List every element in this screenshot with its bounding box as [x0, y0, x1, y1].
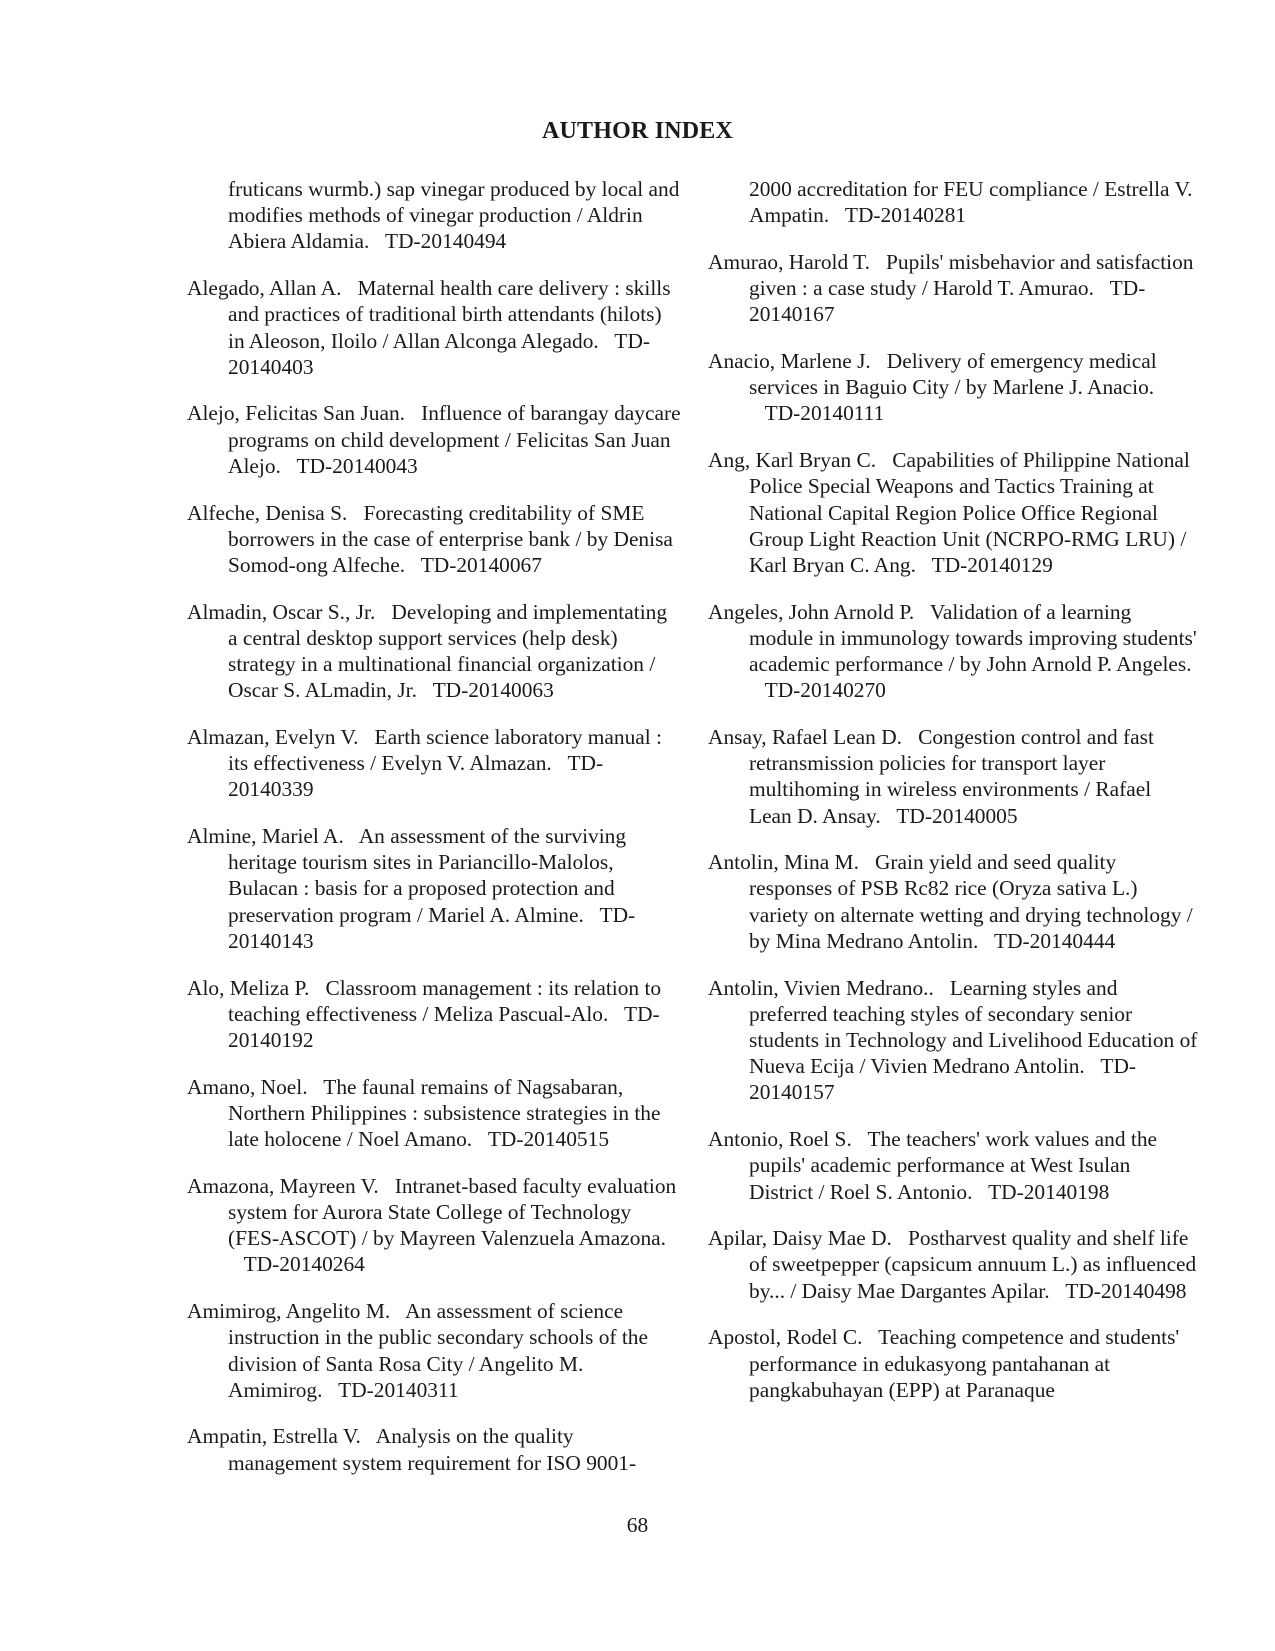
index-entry	[187, 599, 681, 704]
entry-title: Intranet-based faculty evaluation system for Aurora State College of Technology (FES-ASCOT) / by Mayreen Valenzuela Amazona.	[228, 1173, 677, 1251]
index-entry	[187, 1423, 681, 1475]
entry-author: Amurao, Harold T.	[708, 249, 870, 274]
entry-title: An assessment of the surviving heritage tourism sites in Pariancillo-Malolos, Bulacan : basis for a proposed protection and preservation program / Mariel A. Almine.	[228, 824, 627, 927]
entry-author: Amimirog, Angelito M.	[187, 1299, 391, 1324]
entry-author: Amazona, Mayreen V.	[187, 1173, 379, 1198]
entry-author: Anacio, Marlene J.	[708, 349, 871, 374]
entry-title: Earth science laboratory manual : its effectiveness / Evelyn V. Almazan.	[228, 724, 663, 776]
index-entry	[708, 849, 1198, 954]
index-entry	[708, 447, 1198, 578]
entry-call-number: TD-20140063	[432, 678, 554, 703]
entry-author: Amano, Noel.	[187, 1074, 308, 1099]
entry-author: Apilar, Daisy Mae D.	[708, 1226, 892, 1251]
entry-call-number: TD-20140111	[764, 401, 885, 426]
index-entry	[708, 1126, 1198, 1205]
entry-author: Almine, Mariel A.	[187, 824, 344, 849]
entry-title: Learning styles and preferred teaching styles of secondary senior students in Technology and Livelihood Education of Nueva Ecija / Vivien Medrano Antolin.	[749, 975, 1198, 1079]
index-entry	[187, 1074, 681, 1153]
entry-title: An assessment of science instruction in the public secondary schools of the division of Santa Rosa City / Angelito M. Amimirog.	[228, 1299, 649, 1402]
entry-call-number: TD-20140192	[228, 1001, 660, 1052]
index-entry	[708, 249, 1198, 328]
entry-call-number: TD-20140005	[896, 803, 1018, 828]
index-entry	[187, 275, 681, 380]
index-column-right	[708, 176, 1198, 1403]
index-column-left	[187, 176, 681, 1476]
page-title: AUTHOR INDEX	[541, 118, 734, 144]
entry-author: Almazan, Evelyn V.	[187, 724, 359, 749]
index-entry	[708, 1225, 1198, 1304]
entry-call-number: TD-20140067	[420, 552, 542, 577]
entry-author: Antolin, Mina M.	[708, 850, 859, 875]
entry-title: Maternal health care delivery : skills and practices of traditional birth attendants (hilots) in Aleoson, Iloilo / Allan Alconga Alegado.	[228, 276, 671, 353]
entry-call-number: TD-20140043	[296, 453, 418, 478]
entry-title: fruticans wurmb.) sap vinegar produced by local and modifies methods of vinegar production / Aldrin Abiera Aldamia.	[228, 177, 680, 254]
entry-author: Alejo, Felicitas San Juan.	[187, 401, 406, 426]
index-entry	[187, 176, 681, 255]
entry-author: Alfeche, Denisa S.	[187, 500, 348, 525]
entry-call-number: TD-20140281	[844, 203, 967, 228]
entry-author: Almadin, Oscar S., Jr.	[187, 599, 376, 624]
index-entry	[708, 599, 1198, 704]
entry-title: Pupils' misbehavior and satisfaction given : a case study / Harold T. Amurao.	[749, 249, 1194, 301]
entry-title: Forecasting creditability of SME borrowers in the case of enterprise bank / by Denisa Somod-ong Alfeche.	[228, 500, 673, 577]
entry-title: Postharvest quality and shelf life of sweetpepper (capsicum annuum L.) as influenced by... / Daisy Mae Dargantes Apilar.	[749, 1226, 1197, 1303]
entry-author: Angeles, John Arnold P.	[708, 599, 915, 624]
entry-title: Influence of barangay daycare programs on child development / Felicitas San Juan Alejo.	[228, 401, 681, 478]
entry-title: Analysis on the quality management system requirement for ISO 9001-	[228, 1424, 637, 1475]
entry-call-number: TD-20140339	[228, 751, 604, 802]
index-entry	[187, 823, 681, 954]
entry-title: Developing and implementating a central desktop support services (help desk) strategy in a multinational financial organization / Oscar S. ALmadin, Jr.	[228, 599, 668, 703]
entry-title: Validation of a learning module in immunology towards improving students' academic performance / by John Arnold P. Angeles.	[749, 599, 1197, 677]
entry-call-number: TD-20140157	[749, 1054, 1137, 1105]
entry-call-number: TD-20140198	[988, 1179, 1110, 1204]
entry-author: Ansay, Rafael Lean D.	[708, 724, 903, 749]
entry-call-number: TD-20140444	[994, 928, 1116, 953]
entry-author: Ampatin, Estrella V.	[187, 1424, 361, 1449]
entry-call-number: TD-20140498	[1065, 1278, 1187, 1303]
entry-title: The faunal remains of Nagsabaran, Northern Philippines : subsistence strategies in the late holocene / Noel Amano.	[228, 1074, 661, 1152]
entry-author: Alo, Meliza P.	[187, 975, 310, 1000]
index-entry	[708, 348, 1198, 427]
index-entry	[187, 500, 681, 579]
entry-call-number: TD-20140129	[931, 552, 1053, 577]
entry-title: Congestion control and fast retransmission policies for transport layer multihoming in wireless environments / Rafael Lean D. Ansay.	[749, 724, 1154, 828]
entry-author: Antolin, Vivien Medrano..	[708, 975, 934, 1000]
entry-author: Ang, Karl Bryan C.	[708, 448, 877, 473]
entry-author: Apostol, Rodel C.	[708, 1325, 863, 1350]
entry-call-number: TD-20140264	[243, 1252, 365, 1277]
entry-call-number: TD-20140494	[385, 229, 507, 254]
entry-author: Alegado, Allan A.	[187, 276, 342, 301]
entry-call-number: TD-20140515	[487, 1127, 610, 1152]
entry-title: 2000 accreditation for FEU compliance / Estrella V. Ampatin.	[749, 177, 1193, 228]
entry-title: The teachers' work values and the pupils' academic performance at West Isulan District / Roel S. Antonio.	[749, 1127, 1158, 1204]
entry-title: Classroom management : its relation to teaching effectiveness / Meliza Pascual-Alo.	[228, 975, 662, 1026]
entry-author: Antonio, Roel S.	[708, 1127, 852, 1152]
entry-title: Capabilities of Philippine National Police Special Weapons and Tactics Training at National Capital Region Police Office Regional Group Light Reaction Unit (NCRPO-RMG LRU) / Karl Bryan C. Ang.	[749, 448, 1190, 577]
entry-call-number: TD-20140270	[764, 678, 886, 703]
entry-call-number: TD-20140143	[228, 902, 636, 953]
entry-call-number: TD-20140167	[749, 276, 1146, 327]
index-entry	[187, 1298, 681, 1403]
entry-call-number: TD-20140403	[228, 328, 651, 379]
index-entry	[708, 1324, 1198, 1403]
index-entry	[187, 724, 681, 803]
index-entry	[708, 724, 1198, 829]
index-entry	[187, 1173, 681, 1278]
index-entry	[708, 975, 1198, 1106]
index-entry	[187, 975, 681, 1054]
entry-title: Grain yield and seed quality responses of PSB Rc82 rice (Oryza sativa L.) variety on alternate wetting and drying technology / by Mina Medrano Antolin.	[749, 850, 1193, 953]
page-number: 68	[626, 1513, 649, 1537]
entry-title: Delivery of emergency medical services in Baguio City / by Marlene J. Anacio.	[749, 349, 1157, 400]
entry-title: Teaching competence and students' performance in edukasyong pantahanan at pangkabuhayan (EPP) at Paranaque	[749, 1325, 1180, 1402]
entry-call-number: TD-20140311	[338, 1377, 459, 1402]
index-entry	[708, 176, 1198, 228]
index-entry	[187, 400, 681, 479]
